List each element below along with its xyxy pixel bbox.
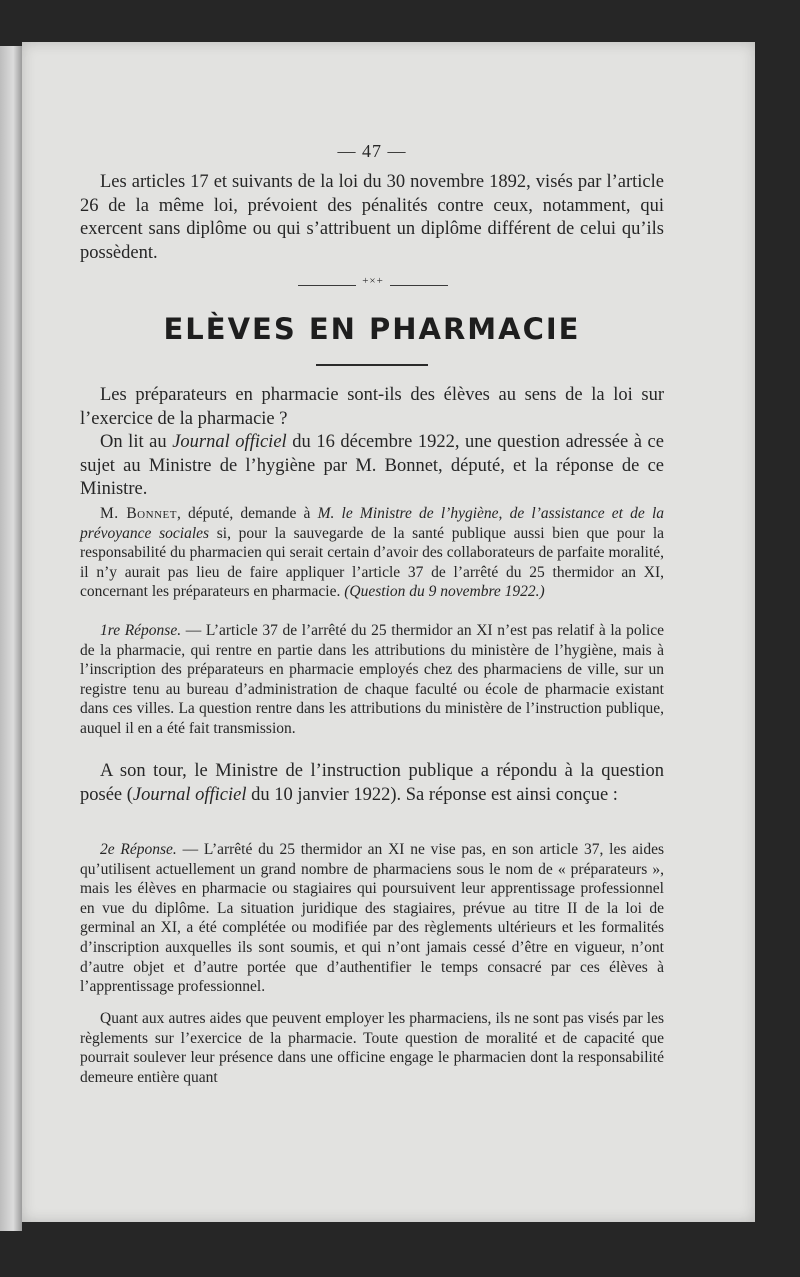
first-response-label: 1re Réponse.	[100, 622, 182, 639]
p3-text-before: A son tour, le Ministre de l’instruction publique a répondu à la question posée (	[80, 761, 664, 805]
p2-text-after: du 16 décembre 1922, une question adressée à ce sujet au Ministre de l’hygiène par M. Bonnet, député, et la réponse de ce Ministre.	[80, 432, 664, 499]
parliamentary-question	[80, 504, 664, 602]
question-intro-paragraph: Les préparateurs en pharmacie sont-ils des élèves au sens de la loi sur l’exercice de la pharmacie ?	[80, 385, 664, 429]
p3-text-after: du 10 janvier 1922). Sa réponse est ainsi conçue :	[246, 784, 618, 805]
section-divider-ornament	[298, 275, 448, 289]
divider-mark: +×+	[362, 275, 384, 287]
second-response-text: — L’arrêté du 25 thermidor an XI ne vise pas, en son article 37, les aides qu’utilisent actuellement un grand nombre de pharmaciens sous le nom de « préparateurs », mais les élèves en pharmacie ou stagiaires qui poursuivent leur apprentissage professionnel en vue du diplôme. La situation juridique des stagiaires, prévue au titre II de la loi de germinal an XI, a été complétée ou modifiée par des règlements ultérieurs et les formalités d’inscription auxquelles ils sont soumis, et qui n’ont jamais cessé d’être en vigueur, n’ont d’autre objet et d’autre portée que d’authentifier le temps consacré par ces élèves à l’apprentissage professionnel.	[80, 841, 664, 996]
second-minister-paragraph	[80, 760, 664, 807]
closing-paragraph-text: Quant aux autres aides que peuvent employer les pharmaciens, ils ne sont pas visés par les règlements sur l’exercice de la pharmacie. Toute question de moralité et de capacité que pourrait soulever leur présence dans une officine engage le pharmacien dont la responsabilité demeure entière quant	[80, 1010, 664, 1086]
first-response	[80, 621, 664, 739]
second-response-label: 2e Réponse.	[100, 841, 177, 858]
previous-page-edge	[0, 46, 22, 1231]
heading-underline	[316, 364, 428, 366]
second-response-paragraph	[80, 840, 664, 997]
section-heading: ELÈVES EN PHARMACIE	[163, 312, 581, 346]
p3-journal-title: Journal officiel	[132, 784, 247, 805]
journal-reference-paragraph	[80, 431, 664, 502]
question-paragraph	[80, 504, 664, 602]
first-response-paragraph	[80, 621, 664, 739]
second-minister-intro	[80, 760, 664, 807]
opening-paragraphs	[80, 384, 664, 502]
minister-title: M. le Ministre de l’hygiène, de l’assistance et de la prévoyance sociales	[80, 505, 665, 542]
question-date: (Question du 9 novembre 1922.)	[344, 583, 545, 601]
question-text-1: , député, demande à	[176, 505, 318, 522]
page-number: — 47 —	[337, 141, 407, 161]
first-response-text: — L’article 37 de l’arrêté du 25 thermidor an XI n’est pas relatif à la police de la pharmacie, qui rentre en partie dans les attributions du ministère de l’hygiène, mais à l’inscription des préparateurs en pharmacie employés chez des pharmaciens de ville, sur un registre tenu au bureau d’administration de chaque faculté ou école de pharmacie existant dans ces villes. La question rentre dans les attributions du ministère de l’instruction publique, auquel il en a été fait transmission.	[80, 622, 664, 737]
divider-line-left	[298, 285, 356, 286]
p2-text-before: On lit au	[100, 432, 173, 452]
second-response	[80, 840, 664, 997]
divider-line-right	[390, 285, 448, 286]
p2-journal-title: Journal officiel	[172, 432, 287, 452]
intro-paragraph: Les articles 17 et suivants de la loi du 30 novembre 1892, visés par l’article 26 de la même loi, prévoient des pénalités contre ceux, notamment, qui exercent sans diplôme ou qui s’attribuent un diplôme différent de celui qu’ils possèdent.	[80, 172, 664, 263]
deputy-name: M. Bonnet	[100, 505, 177, 522]
page-sheet	[22, 42, 755, 1222]
question-text-2: si, pour la sauvegarde de la santé publique aussi bien que pour la responsabilité du pharmacien qui serait certain d’avoir des collaborateurs de parfaite moralité, il n’y aurait pas lieu de faire appliquer l’article 37 de l’arrêté du 25 thermidor an XI, concernant les préparateurs en pharmacie.	[80, 524, 665, 601]
closing-paragraph	[80, 1009, 664, 1087]
